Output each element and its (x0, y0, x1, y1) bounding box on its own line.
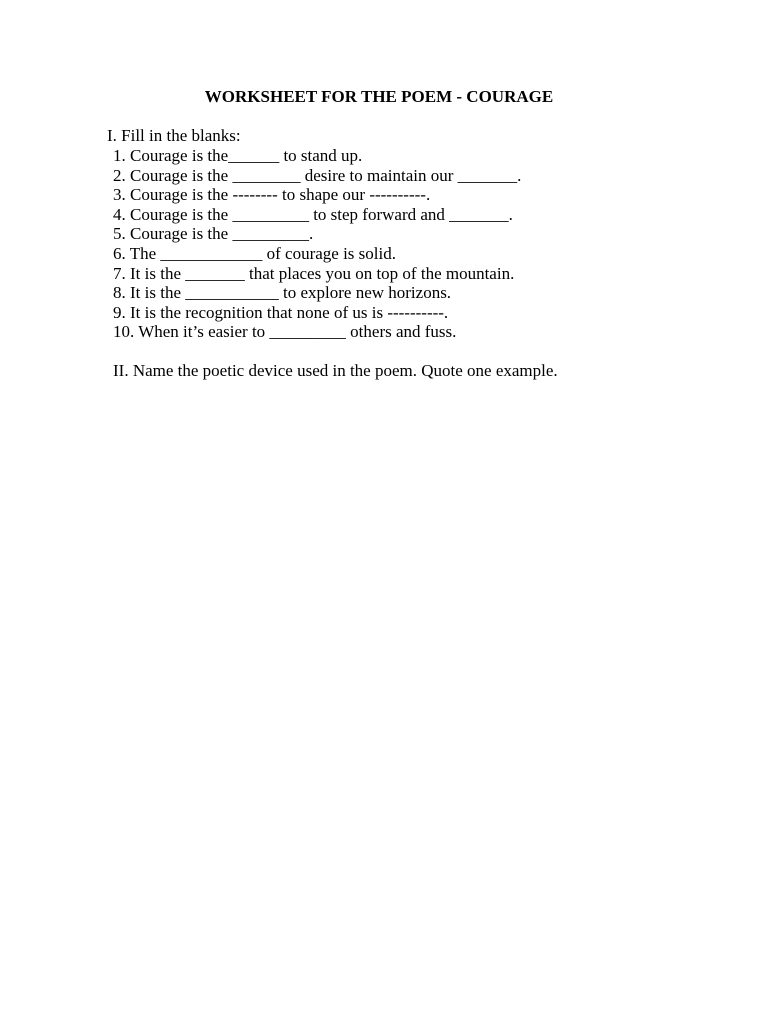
blank-item-7: 7. It is the _______ that places you on top of the mountain. (113, 263, 515, 283)
blank-item-1: 1. Courage is the______ to stand up. (113, 146, 363, 165)
blank-item-9: 9. It is the recognition that none of us is ----------. (113, 302, 449, 322)
poetic-device-question: II. Name the poetic device used in the poem. Quote one example. (113, 361, 558, 380)
blank-item-2: 2. Courage is the ________ desire to maintain our _______. (113, 165, 522, 185)
blank-item-5: 5. Courage is the _________. (113, 224, 314, 244)
blank-item-6: 6. The ____________ of courage is solid. (113, 243, 396, 263)
fill-in-blanks-list (113, 146, 521, 342)
worksheet-title: WORKSHEET FOR THE POEM - COURAGE (204, 87, 554, 106)
blank-item-3: 3. Courage is the -------- to shape our ----------. (113, 185, 431, 205)
blank-item-4: 4. Courage is the _________ to step forward and _______. (113, 204, 513, 224)
fill-in-blanks-heading: I. Fill in the blanks: (107, 126, 241, 145)
blank-item-8: 8. It is the ___________ to explore new horizons. (113, 283, 452, 303)
blank-item-10: 10. When it’s easier to _________ others and fuss. (113, 322, 457, 342)
